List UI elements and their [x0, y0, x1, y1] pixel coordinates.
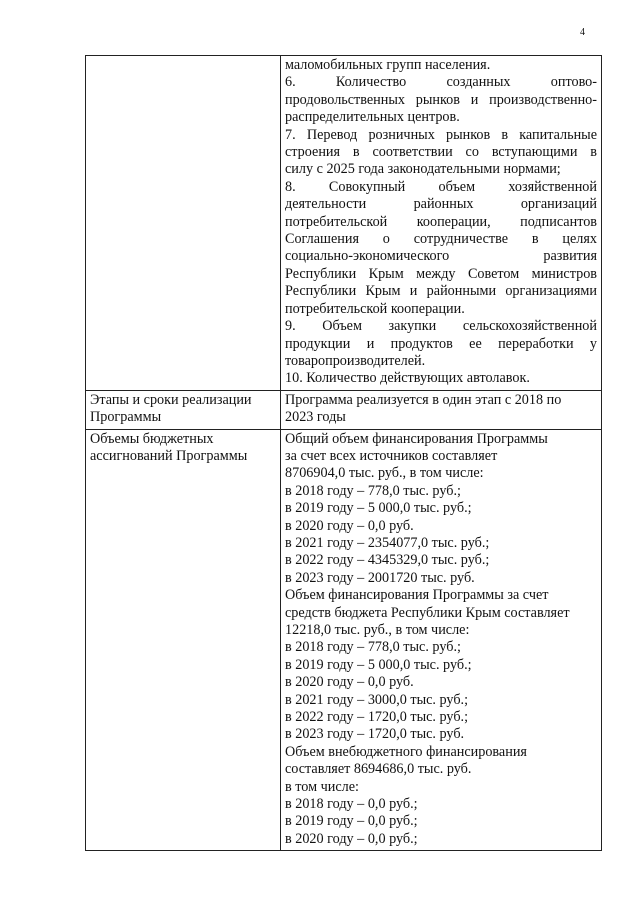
- program-passport-table: [85, 55, 602, 851]
- row-label-cell: [86, 429, 281, 851]
- text-line: 2023 годы: [285, 409, 346, 426]
- text-line: силу с 2025 года законодательными нормами;: [285, 161, 561, 178]
- text-line: Объемы бюджетных: [90, 430, 214, 447]
- text-line: в 2021 году – 3000,0 тыс. руб.;: [285, 691, 469, 708]
- text-line: Программа реализуется в один этап с 2018 по: [285, 391, 562, 408]
- text-line: в том числе:: [285, 778, 359, 795]
- text-line: маломобильных групп населения.: [285, 57, 491, 73]
- text-line: распределительных центров.: [285, 109, 460, 126]
- row-content-cell: [281, 56, 602, 391]
- text-line: ассигнований Программы: [90, 447, 248, 464]
- text-line: в 2018 году – 0,0 руб.;: [285, 796, 418, 813]
- table-row: [86, 390, 602, 429]
- text-line: средств бюджета Республики Крым составляет: [285, 604, 570, 621]
- table-body: [86, 56, 602, 851]
- text-line: продовольственных рынков и производственно-: [285, 91, 597, 108]
- text-line: в 2018 году – 778,0 тыс. руб.;: [285, 482, 461, 499]
- text-line: 7. Перевод розничных рынков в капитальные: [285, 126, 597, 143]
- row-content-cell: [281, 390, 602, 429]
- text-line: 8. Совокупный объем хозяйственной: [285, 178, 597, 195]
- text-line: в 2022 году – 1720,0 тыс. руб.;: [285, 709, 469, 726]
- text-line: в 2020 году – 0,0 руб.: [285, 674, 414, 691]
- text-line: 6. Количество созданных оптово-: [285, 74, 597, 91]
- text-line: в 2019 году – 0,0 руб.;: [285, 813, 418, 830]
- text-line: Программы: [90, 409, 162, 426]
- text-line: 10. Количество действующих автолавок.: [285, 370, 530, 387]
- text-line: за счет всех источников составляет: [285, 447, 498, 464]
- text-line: товаропроизводителей.: [285, 352, 426, 369]
- row-label-cell: [86, 390, 281, 429]
- text-line: деятельности районных организаций: [285, 196, 597, 213]
- text-line: 9. Объем закупки сельскохозяйственной: [285, 318, 597, 335]
- text-line: продукции и продуктов ее переработки у: [285, 335, 597, 352]
- text-line: Общий объем финансирования Программы: [285, 430, 548, 447]
- text-line: потребительской кооперации.: [285, 300, 465, 317]
- text-line: в 2020 году – 0,0 руб.: [285, 517, 414, 534]
- text-line: Этапы и сроки реализации: [90, 391, 252, 408]
- table-row: [86, 56, 602, 391]
- text-line: социально-экономического развития: [285, 248, 597, 265]
- text-line: Соглашения о сотрудничестве в целях: [285, 231, 597, 248]
- text-line: Объем внебюджетного финансирования: [285, 743, 527, 760]
- text-line: Объем финансирования Программы за счет: [285, 587, 549, 604]
- page-number: 4: [580, 27, 585, 38]
- text-line: 8706904,0 тыс. руб., в том числе:: [285, 465, 484, 482]
- text-line: в 2019 году – 5 000,0 тыс. руб.;: [285, 500, 472, 517]
- text-line: в 2023 году – 2001720 тыс. руб.: [285, 569, 475, 586]
- text-line: потребительской кооперации, подписантов: [285, 213, 597, 230]
- text-line: в 2023 году – 1720,0 тыс. руб.: [285, 726, 465, 743]
- text-line: составляет 8694686,0 тыс. руб.: [285, 761, 472, 778]
- text-line: в 2020 году – 0,0 руб.;: [285, 830, 418, 847]
- table-row: [86, 429, 602, 851]
- text-line: Республики Крым и районными организациями: [285, 283, 597, 300]
- text-line: в 2022 году – 4345329,0 тыс. руб.;: [285, 552, 490, 569]
- text-line: в 2018 году – 778,0 тыс. руб.;: [285, 639, 461, 656]
- row-label-cell: [86, 56, 281, 391]
- text-line: строения в соответствии со вступающими в: [285, 144, 597, 161]
- text-line: 12218,0 тыс. руб., в том числе:: [285, 622, 470, 638]
- text-line: Республики Крым между Советом министров: [285, 265, 597, 282]
- text-line: в 2021 году – 2354077,0 тыс. руб.;: [285, 534, 490, 551]
- text-line: в 2019 году – 5 000,0 тыс. руб.;: [285, 656, 472, 673]
- row-content-cell: [281, 429, 602, 851]
